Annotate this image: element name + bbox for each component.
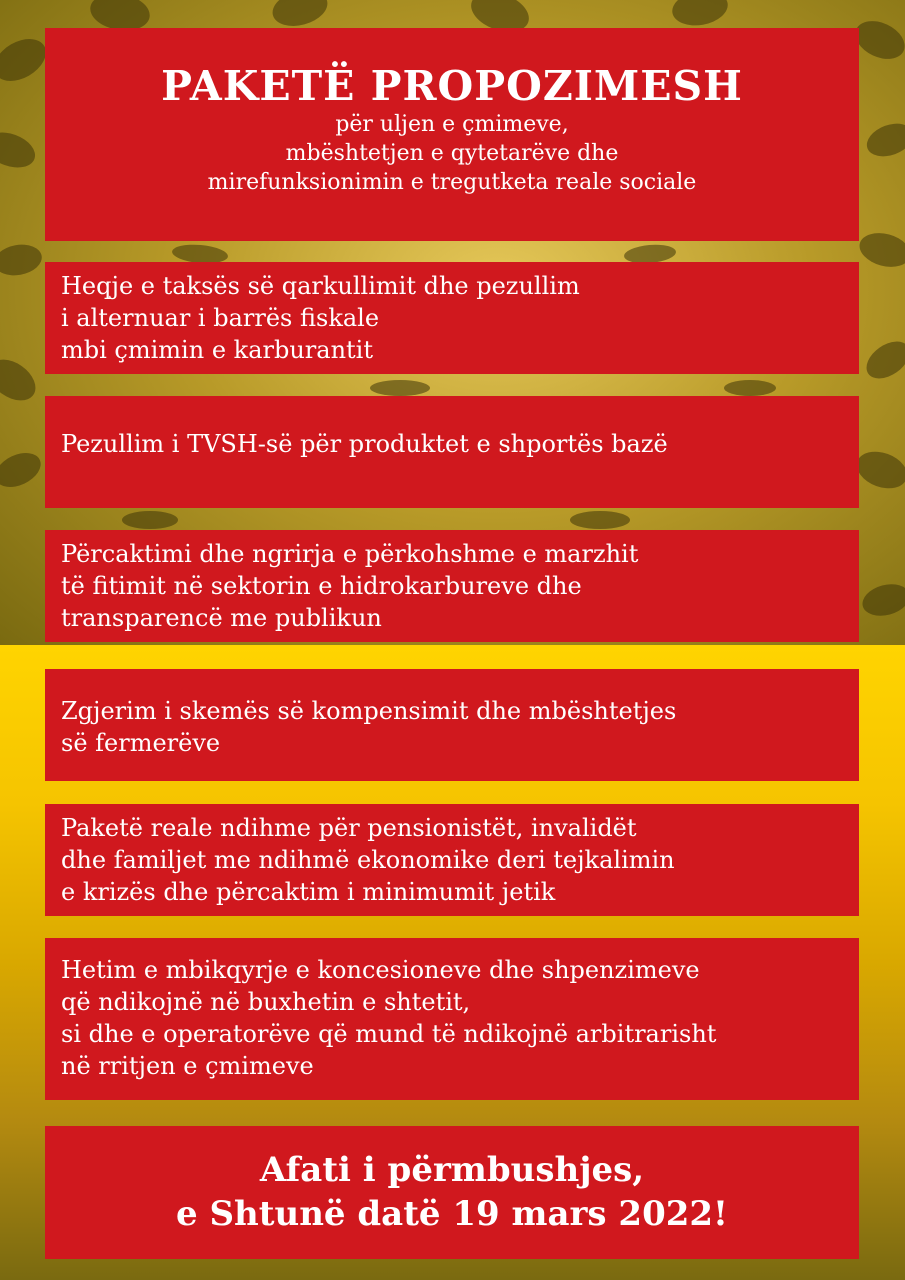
proposal-line: të fitimit në sektorin e hidrokarbureve dhe [61,572,582,600]
proposal-profit-margin [45,530,859,642]
proposal-fuel-tax [45,262,859,374]
page-title: PAKETË PROPOZIMESH [161,62,743,110]
proposal-line: transparencë me publikun [61,604,382,632]
proposal-farmer-support [45,669,859,781]
deadline-line: Afati i përmbushjes, [259,1150,645,1190]
deadline-line: e Shtunë datë 19 mars 2022! [176,1194,728,1234]
proposal-line: në rritjen e çmimeve [61,1052,314,1080]
subtitle-line: mirefunksionimin e tregutketa reale sociale [207,170,697,195]
proposal-line: Zgjerim i skemës së kompensimit dhe mbështetjes [61,697,677,725]
proposal-line: Heqje e taksës së qarkullimit dhe pezullim [61,272,580,300]
proposal-line: Hetim e mbikqyrje e koncesioneve dhe shpenzimeve [61,956,700,984]
proposal-line: Përcaktimi dhe ngrirja e përkohshme e marzhit [61,540,639,568]
proposal-line: mbi çmimin e karburantit [61,336,373,364]
subtitle-line: mbështetjen e qytetarëve dhe [285,141,619,166]
proposal-line: dhe familjet me ndihmë ekonomike deri tejkalimin [61,846,675,874]
proposal-aid-package [45,804,859,916]
proposal-line: e krizës dhe përcaktim i minimumit jetik [61,878,556,906]
subtitle-line: për uljen e çmimeve, [335,112,569,137]
proposal-line: Pezullim i TVSH-së për produktet e shportës bazë [61,430,668,458]
proposal-line: së fermerëve [61,729,221,757]
proposal-line: i alternuar i barrës fiskale [61,304,380,332]
proposal-line: që ndikojnë në buxhetin e shtetit, [61,988,471,1016]
proposal-line: si dhe e operatorëve që mund të ndikojnë arbitrarisht [61,1020,717,1048]
deadline-panel [45,1126,859,1259]
proposal-vat-suspension [45,396,859,508]
header-subtitle [45,110,859,197]
header-panel [45,28,859,241]
proposal-concession-investigation [45,938,859,1100]
proposal-line: Paketë reale ndihme për pensionistët, invalidët [61,814,637,842]
